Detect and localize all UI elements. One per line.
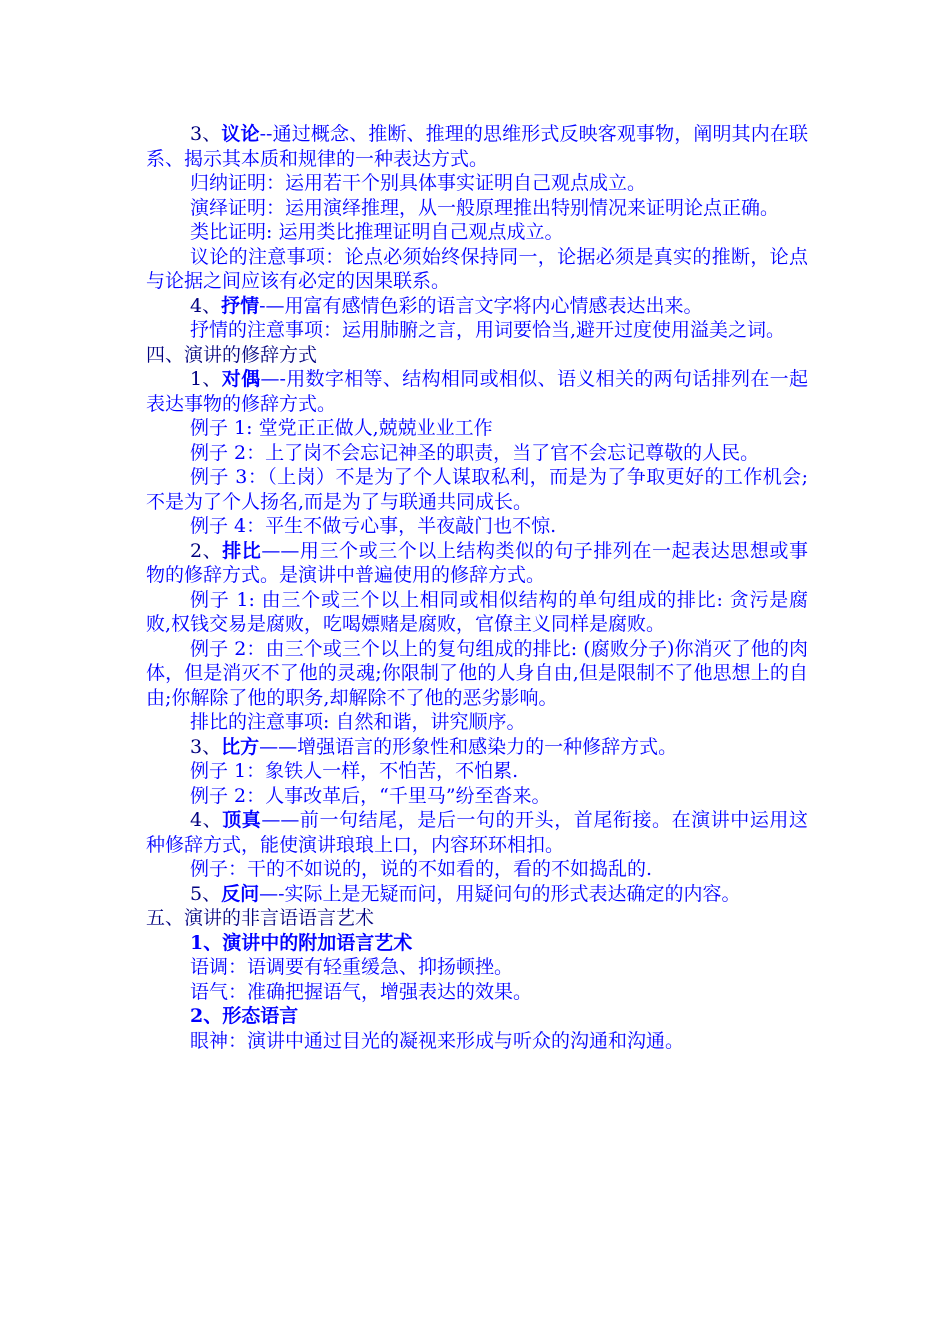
paragraph-text: 例子 1: 堂党正正做人,兢兢业业工作 [190,417,493,439]
paragraph [146,294,808,319]
term: 议论 [221,123,260,145]
paragraph-text: 例子：干的不如说的，说的不如看的，看的不如捣乱的. [190,858,653,880]
paragraph [146,171,808,196]
paragraph [146,196,808,221]
paragraph-text: 语气：准确把握语气，增强表达的效果。 [190,980,533,1003]
paragraph [146,1029,808,1054]
paragraph [146,514,808,539]
paragraph [146,808,808,857]
paragraph-text: 语调：语调要有轻重缓急、抑扬顿挫。 [190,956,514,978]
paragraph [146,122,808,171]
paragraph-text: —-实际上是无疑而问，用疑问句的形式表达确定的内容。 [259,882,741,905]
paragraph-text: 例子 3：（上岗）不是为了个人谋取私利，而是为了争取更好的工作机会;不是为了个人扬名,而是为了与联通共同成长。 [146,466,808,513]
item-number: 5、 [190,882,222,905]
paragraph-text: --通过概念、推断、推理的思维形式反映客观事物，阐明其内在联系、揭示其本质和规律的一种表达方式。 [146,123,808,170]
term: 对偶 [221,368,261,390]
paragraph [146,220,808,245]
paragraph-text: ——用三个或三个以上结构类似的句子排列在一起表达思想或事物的修辞方式。是演讲中普遍使用的修辞方式。 [146,539,808,586]
paragraph-text: 抒情的注意事项：运用肺腑之言，用词要恰当,避开过度使用溢美之词。 [190,319,786,341]
paragraph-text: 1、演讲中的附加语言艺术 [190,931,413,954]
term: 排比 [222,539,262,562]
paragraph-text: ——增强语言的形象性和感染力的一种修辞方式。 [259,735,678,758]
item-number: 4、 [190,809,223,831]
paragraph-text: 例子 2：由三个或三个以上的复句组成的排比: (腐败分子)你消灭了他的肉体，但是消灭不了他的灵魂;你限制了他的人身自由,但是限制不了他思想上的自由;你解除了他的职务,却解除不了他的恶劣影响。 [146,637,808,709]
paragraph [146,318,808,343]
paragraph-text: 四、演讲的修辞方式 [146,343,318,366]
paragraph-text: 例子 4：平生不做亏心事，半夜敲门也不惊. [190,515,557,537]
paragraph [146,441,808,466]
paragraph [146,588,808,637]
paragraph-text: -—用富有感情色彩的语言文字将内心情感表达出来。 [259,294,703,317]
paragraph [146,784,808,809]
term: 抒情 [221,294,260,317]
paragraph-text: 例子 2：上了岗不会忘记神圣的职责，当了官不会忘记尊敬的人民。 [190,441,760,464]
item-number: 3、 [190,735,222,758]
paragraph [146,465,808,514]
paragraph [146,759,808,784]
term: 顶真 [222,809,262,831]
paragraph [146,1004,808,1029]
paragraph-text: 排比的注意事项: 自然和谐，讲究顺序。 [190,711,526,733]
paragraph [146,710,808,735]
paragraph [146,245,808,294]
term: 反问 [221,882,260,905]
item-number: 2、 [190,539,223,562]
document-page [146,122,808,1053]
paragraph [146,637,808,711]
paragraph-text: 演绎证明：运用演绎推理，从一般原理推出特别情况来证明论点正确。 [190,196,780,219]
paragraph-text: 类比证明: 运用类比推理证明自己观点成立。 [190,221,564,243]
paragraph [146,882,808,907]
paragraph-text: 议论的注意事项：论点必须始终保持同一，论据必须是真实的推断，论点与论据之间应该有必定的因果联系。 [146,245,808,292]
paragraph [146,539,808,588]
paragraph-text: 2、形态语言 [190,1005,299,1027]
paragraph-text: 例子 1：象铁人一样，不怕苦，不怕累. [190,760,519,782]
paragraph [146,955,808,980]
paragraph-text: 归纳证明：运用若干个别具体事实证明自己观点成立。 [190,172,647,194]
paragraph-text: —-用数字相等、结构相同或相似、语义相关的两句话排列在一起表达事物的修辞方式。 [146,368,808,415]
paragraph [146,857,808,882]
term: 比方 [221,735,260,758]
paragraph-text: 例子 2：人事改革后，“千里马”纷至沓来。 [190,784,551,807]
item-number: 4、 [190,294,222,317]
paragraph [146,367,808,416]
paragraph [146,980,808,1005]
paragraph [146,931,808,956]
paragraph [146,906,808,931]
paragraph-text: 例子 1: 由三个或三个以上相同或相似结构的单句组成的排比: 贪污是腐败,权钱交易是腐败，吃喝嫖赌是腐败，官僚主义同样是腐败。 [146,588,808,635]
paragraph [146,416,808,441]
paragraph-text: ——前一句结尾，是后一句的开头，首尾衔接。在演讲中运用这种修辞方式，能使演讲琅琅上口，内容环环相扣。 [146,809,808,856]
item-number: 1、 [190,368,222,390]
paragraph-text: 五、演讲的非言语语言艺术 [146,907,375,929]
paragraph [146,343,808,368]
paragraph [146,735,808,760]
paragraph-text: 眼神：演讲中通过目光的凝视来形成与听众的沟通和沟通。 [190,1029,685,1052]
item-number: 3、 [190,123,222,145]
